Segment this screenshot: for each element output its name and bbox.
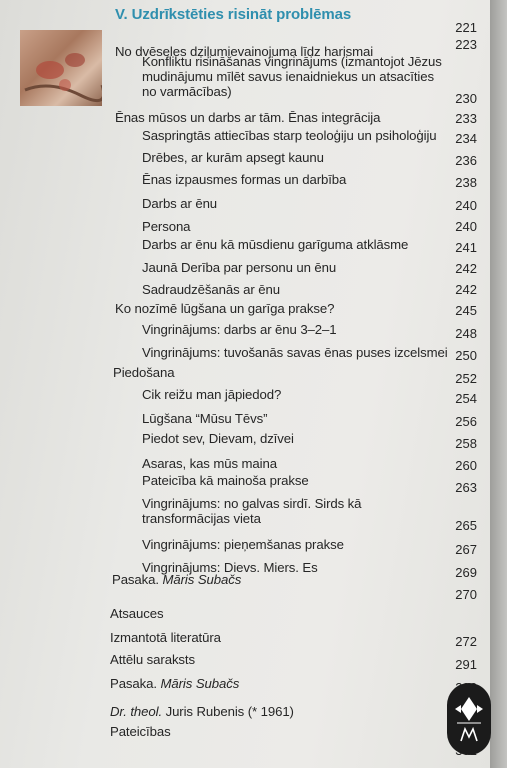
toc-entry <box>142 411 267 426</box>
toc-entry <box>142 473 309 488</box>
toc-entry <box>142 54 442 69</box>
toc-entry-page: 240 <box>455 198 477 213</box>
toc-entry-title: Konfliktu risināšanas vingrinājums (izmantojot Jēzus <box>142 54 442 69</box>
toc-entry-page: 248 <box>455 326 477 341</box>
toc-entry-page: 260 <box>455 458 477 473</box>
toc-entry-title: Saspringtās attiecības starp teoloģiju un psiholoģiju <box>142 128 437 143</box>
toc-entry-title: Attēlu saraksts <box>110 652 195 667</box>
toc-entry <box>142 172 346 187</box>
toc-entry <box>110 652 195 667</box>
toc-entry <box>110 704 294 719</box>
toc-entry-author: Māris Subačs <box>162 572 242 587</box>
toc-entry <box>142 387 281 402</box>
toc-entry-page: 234 <box>455 131 477 146</box>
toc-entry <box>142 431 294 446</box>
toc-entry-title: Pasaka. <box>110 676 161 691</box>
toc-entry-title: Cik reižu man jāpiedod? <box>142 387 282 402</box>
toc-entry <box>142 69 434 84</box>
toc-entry-title: No dvēseles dziļumievainojuma līdz harismai <box>115 44 374 59</box>
toc-entry-page: 270 <box>455 587 477 602</box>
toc-entry-page: 254 <box>455 391 477 406</box>
toc-entry <box>142 237 408 252</box>
toc-entry-title: Ko nozīmē lūgšana un garīga prakse? <box>115 301 335 316</box>
toc-entry-title: Pateicības <box>110 724 171 739</box>
toc-entry-page: 240 <box>455 219 477 234</box>
toc-entry-page: 258 <box>455 436 477 451</box>
chapter-heading-page: 221 <box>455 20 477 35</box>
toc-entry <box>142 128 437 143</box>
toc-entry <box>142 345 448 360</box>
toc-entry-page: 265 <box>455 518 477 533</box>
toc-entry-title: Atsauces <box>110 606 164 621</box>
toc-entry-title: Ēnas mūsos un darbs ar tām. Ēnas integrācija <box>115 110 381 125</box>
toc-entry-title: Vingrinājums: darbs ar ēnu 3–2–1 <box>142 322 337 337</box>
toc-entry-title: Pasaka. <box>112 572 163 587</box>
toc-entry-page: 263 <box>455 480 477 495</box>
toc-entry-page: 272 <box>455 634 477 649</box>
toc-entry <box>142 282 280 297</box>
toc-entry-page: 242 <box>455 282 477 297</box>
toc-entry-page: 241 <box>455 240 477 255</box>
toc-entry-title: Drēbes, ar kurām apsegt kaunu <box>142 150 324 165</box>
toc-entry-title: Vingrinājums: tuvošanās savas ēnas puses izcelsmei <box>142 345 448 360</box>
toc-entry-title: Jaunā Derība par personu un ēnu <box>142 260 337 275</box>
toc-entry-title: Vingrinājums: no galvas sirdī. Sirds kā <box>142 496 362 511</box>
toc-entry <box>142 456 277 471</box>
toc-entry <box>112 572 241 587</box>
toc-entry-title: mudinājumu mīlēt savus ienaidniekus un atsacīties <box>142 69 434 84</box>
toc-entry-page: 238 <box>455 175 477 190</box>
toc-entry-author: Māris Subačs <box>160 676 240 691</box>
chapter-thumbnail-image <box>20 30 102 106</box>
toc-entry <box>142 537 344 552</box>
toc-entry-title: transformācijas vieta <box>142 511 261 526</box>
page-edge <box>490 0 507 768</box>
toc-entry-page: 230 <box>455 91 477 106</box>
toc-entry-page: 233 <box>455 111 477 126</box>
toc-entry-title: Sadraudzēšanās ar ēnu <box>142 282 280 297</box>
toc-entry <box>142 219 190 234</box>
toc-entry-page: 236 <box>455 153 477 168</box>
toc-entry-title: Vingrinājums: Dievs. Miers. Es <box>142 560 318 575</box>
toc-entry <box>142 511 261 526</box>
toc-entry <box>115 110 380 125</box>
toc-entry <box>115 301 334 316</box>
toc-entry <box>142 322 337 337</box>
toc-entry-title: Piedošana <box>113 365 175 380</box>
toc-entry <box>113 365 174 380</box>
toc-entry-page: 250 <box>455 348 477 363</box>
chapter-heading: V. Uzdrīkstēties risināt problēmas <box>115 6 352 23</box>
toc-entry-title: Pateicība kā mainoša prakse <box>142 473 309 488</box>
toc-entry <box>142 150 324 165</box>
toc-entry-page: 252 <box>455 371 477 386</box>
toc-entry-page: 245 <box>455 303 477 318</box>
toc-entry-page: 269 <box>455 565 477 580</box>
toc-entry-title: Darbs ar ēnu kā mūsdienu garīguma atklāsme <box>142 237 409 252</box>
toc-entry-title: Lūgšana “Mūsu Tēvs” <box>142 411 268 426</box>
toc-entry <box>110 630 221 645</box>
toc-entry-title: Ēnas izpausmes formas un darbība <box>142 172 347 187</box>
toc-entry <box>142 496 361 511</box>
toc-entry-title: Piedot sev, Dievam, dzīvei <box>142 431 294 446</box>
toc-entry-title: Izmantotā literatūra <box>110 630 221 645</box>
toc-entry <box>142 260 336 275</box>
toc-entry-title: Vingrinājums: pieņemšanas prakse <box>142 537 344 552</box>
toc-entry <box>110 606 163 621</box>
toc-entry-page: 242 <box>455 261 477 276</box>
watermark-logo <box>447 683 491 755</box>
toc-entry-title: Asaras, kas mūs maina <box>142 456 277 471</box>
toc-entry-page: 223 <box>455 37 477 52</box>
toc-entry-page: 267 <box>455 542 477 557</box>
toc-entry <box>142 196 217 211</box>
toc-entry-title: no varmācības) <box>142 84 232 99</box>
toc-entry <box>110 724 171 739</box>
toc-entry <box>142 84 231 99</box>
toc-entry-page: 256 <box>455 414 477 429</box>
toc-entry-title: Persona <box>142 219 191 234</box>
toc-entry <box>110 676 239 691</box>
toc-entry-title-rest: Juris Rubenis (* 1961) <box>162 704 294 719</box>
toc-entry-page: 291 <box>455 657 477 672</box>
toc-entry-author: Dr. theol. <box>110 704 163 719</box>
toc-entry-title: Darbs ar ēnu <box>142 196 218 211</box>
